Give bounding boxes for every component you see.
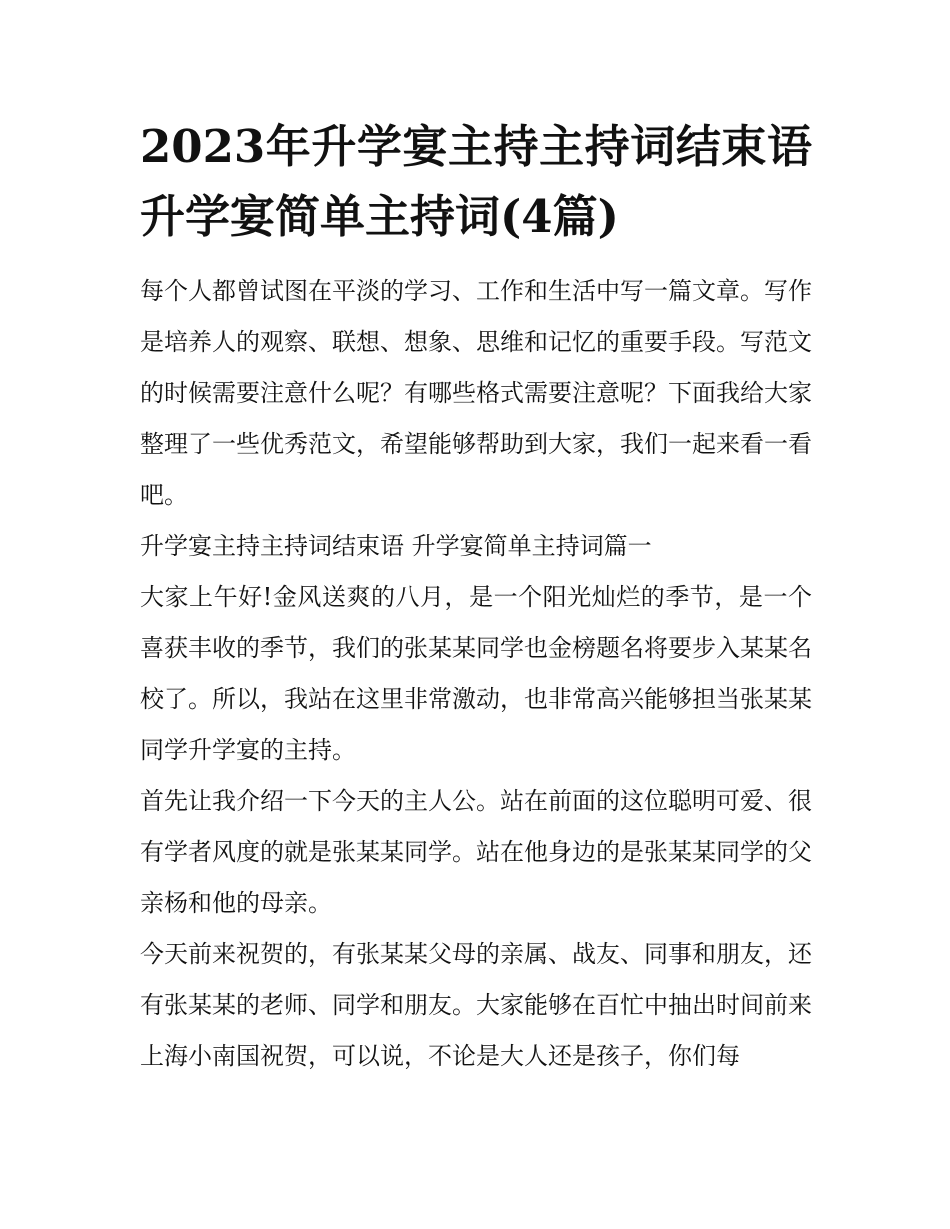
body-paragraph: 今天前来祝贺的，有张某某父母的亲属、战友、同事和朋友，还有张某某的老师、同学和朋友。大家能够在百忙中抽出时间前来上海小南国祝贺，可以说，不论是大人还是孩子，你们每	[140, 940, 812, 1070]
document-title: 2023年升学宴主持主持词结束语 升学宴简单主持词(4篇)	[140, 120, 812, 243]
document-body	[140, 112, 812, 1082]
intro-paragraph: 每个人都曾试图在平淡的学习、工作和生活中写一篇文章。写作是培养人的观察、联想、想象、思维和记忆的重要手段。写范文的时候需要注意什么呢？有哪些格式需要注意呢？下面我给大家整理了一些优秀范文，希望能够帮助到大家，我们一起来看一看吧。	[140, 277, 812, 509]
body-paragraph: 大家上午好!金风送爽的八月，是一个阳光灿烂的季节，是一个喜获丰收的季节，我们的张某某同学也金榜题名将要步入某某名校了。所以，我站在这里非常激动，也非常高兴能够担当张某某同学升学宴的主持。	[140, 583, 812, 764]
section-heading: 升学宴主持主持词结束语 升学宴简单主持词篇一	[140, 532, 652, 560]
body-paragraph: 首先让我介绍一下今天的主人公。站在前面的这位聪明可爱、很有学者风度的就是张某某同学。站在他身边的是张某某同学的父亲杨和他的母亲。	[140, 787, 812, 917]
